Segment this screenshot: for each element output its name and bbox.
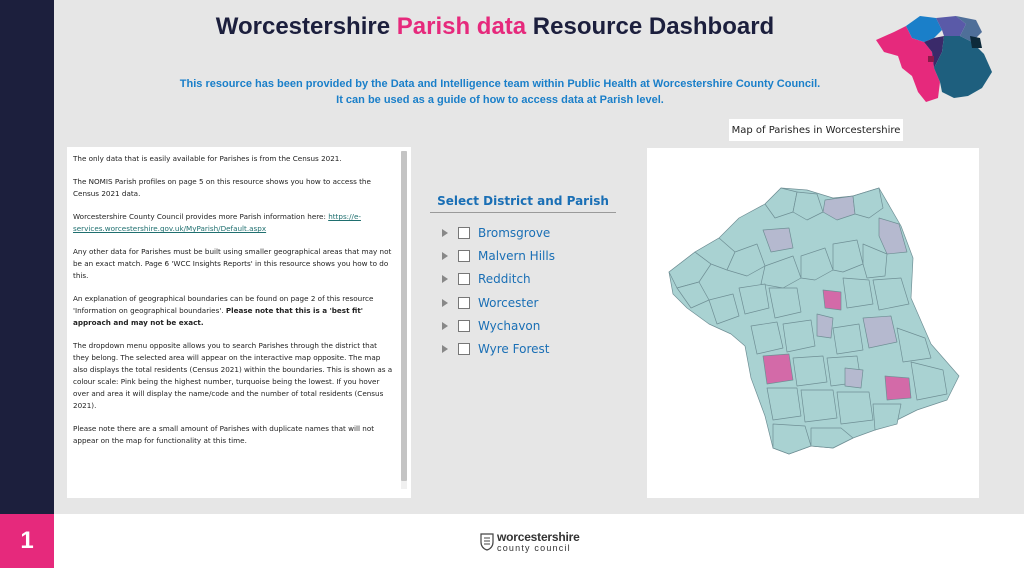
map-parish[interactable] bbox=[873, 404, 901, 430]
slicer-item-label[interactable]: Wyre Forest bbox=[478, 342, 550, 357]
parish-info-link[interactable]: https://e-services.worcestershire.gov.uk/MyParish/Default.aspx bbox=[73, 212, 361, 233]
map-parish[interactable] bbox=[801, 390, 837, 422]
checkbox[interactable] bbox=[458, 227, 470, 239]
map-parish[interactable] bbox=[793, 356, 827, 386]
slicer-item-label[interactable]: Worcester bbox=[478, 295, 539, 310]
expand-chevron-icon[interactable] bbox=[442, 252, 448, 260]
scroll-thumb[interactable] bbox=[401, 151, 407, 481]
expand-chevron-icon[interactable] bbox=[442, 275, 448, 283]
info-paragraph: The dropdown menu opposite allows you to search Parishes through the district that they belong. The selected area will appear on the interactive map opposite. The map also displays the total residents (Census 2021) within the boundaries. This is shown as a colour scale: Pink being the highest number, turquoise being the lowest. If you hover over and area it will display the name/code and the number of total residents (Census 2021). bbox=[73, 341, 393, 410]
expand-chevron-icon[interactable] bbox=[442, 322, 448, 330]
slicer-divider bbox=[430, 212, 616, 213]
slicer-item-label[interactable]: Bromsgrove bbox=[478, 225, 551, 240]
map-parish[interactable] bbox=[763, 354, 793, 384]
info-paragraph-text: Worcestershire County Council provides more Parish information here: bbox=[73, 212, 329, 221]
slicer-item-worcester[interactable] bbox=[442, 291, 555, 314]
left-sidebar-bar bbox=[0, 0, 54, 568]
info-scrollbar[interactable] bbox=[401, 151, 407, 489]
info-paragraph: The only data that is easily available for Parishes is from the Census 2021. bbox=[73, 154, 342, 163]
slicer-item-wychavon[interactable] bbox=[442, 314, 555, 337]
parish-map-panel[interactable] bbox=[647, 148, 979, 498]
expand-chevron-icon[interactable] bbox=[442, 345, 448, 353]
map-caption: Map of Parishes in Worcestershire bbox=[729, 119, 903, 141]
info-paragraph bbox=[73, 293, 393, 329]
map-parish[interactable] bbox=[817, 314, 833, 338]
info-paragraph bbox=[73, 211, 393, 235]
district-slicer bbox=[442, 221, 555, 361]
page-number-badge bbox=[0, 514, 54, 568]
subtitle-line1: This resource has been provided by the Data and Intelligence team within Public Health at Worcestershire County Council. bbox=[179, 78, 821, 90]
info-paragraph: The NOMIS Parish profiles on page 5 on this resource shows you how to access the Census 2021 data. bbox=[73, 177, 371, 198]
map-parish[interactable] bbox=[845, 368, 863, 388]
slicer-item-redditch[interactable] bbox=[442, 268, 555, 291]
slicer-item-label[interactable]: Redditch bbox=[478, 272, 531, 287]
map-parish[interactable] bbox=[885, 376, 911, 400]
checkbox[interactable] bbox=[458, 250, 470, 262]
info-text bbox=[73, 153, 393, 458]
slicer-title: Select District and Parish bbox=[437, 194, 609, 208]
page-number: 1 bbox=[20, 527, 34, 554]
info-text-panel[interactable] bbox=[67, 147, 411, 498]
page-subtitle bbox=[150, 76, 850, 108]
title-part2: Resource Dashboard bbox=[526, 13, 775, 40]
parish-map[interactable] bbox=[647, 148, 979, 498]
title-accent: Parish data bbox=[396, 13, 527, 40]
info-paragraph: Please note there are a small amount of Parishes with duplicate names that will not appear on the map for functionality at this time. bbox=[73, 424, 375, 445]
page-title bbox=[200, 12, 790, 42]
slicer-item-wyre-forest[interactable] bbox=[442, 337, 555, 360]
map-parish[interactable] bbox=[751, 322, 783, 354]
expand-chevron-icon[interactable] bbox=[442, 299, 448, 307]
map-parish[interactable] bbox=[837, 392, 873, 424]
subtitle-line2: It can be used as a guide of how to access data at Parish level. bbox=[336, 94, 664, 106]
map-parish[interactable] bbox=[783, 320, 815, 352]
slicer-item-label[interactable]: Wychavon bbox=[478, 318, 541, 333]
map-parish[interactable] bbox=[767, 388, 801, 420]
info-paragraph: Any other data for Parishes must be built using smaller geographical areas that may not be an exact match. Page 6 'WCC Insights Reports' in this resource shows you how to do this. bbox=[73, 247, 392, 280]
checkbox[interactable] bbox=[458, 320, 470, 332]
slicer-item-label[interactable]: Malvern Hills bbox=[478, 248, 555, 263]
slicer-item-bromsgrove[interactable] bbox=[442, 221, 555, 244]
map-parish[interactable] bbox=[843, 278, 873, 308]
slicer-item-malvern-hills[interactable] bbox=[442, 244, 555, 267]
worcestershire-logo-map-icon bbox=[872, 12, 994, 104]
map-parish[interactable] bbox=[823, 290, 841, 310]
footer bbox=[54, 514, 1024, 568]
map-parish[interactable] bbox=[863, 316, 897, 348]
logo-line2: county council bbox=[497, 543, 571, 553]
map-parish[interactable] bbox=[833, 324, 863, 354]
council-crest-icon bbox=[480, 533, 494, 551]
checkbox[interactable] bbox=[458, 273, 470, 285]
title-part1: Worcestershire bbox=[215, 13, 397, 40]
council-logo bbox=[480, 528, 600, 556]
info-paragraph-text: An explanation of geographical boundaries can be found on page 2 of this resource 'Information on geographical boundaries'. bbox=[73, 294, 374, 315]
logo-line1: worcestershire bbox=[497, 530, 580, 544]
best-fit-note: Please note that this is a 'best fit' approach and may not be exact. bbox=[73, 306, 363, 327]
checkbox[interactable] bbox=[458, 297, 470, 309]
checkbox[interactable] bbox=[458, 343, 470, 355]
map-parish[interactable] bbox=[773, 424, 811, 454]
expand-chevron-icon[interactable] bbox=[442, 229, 448, 237]
